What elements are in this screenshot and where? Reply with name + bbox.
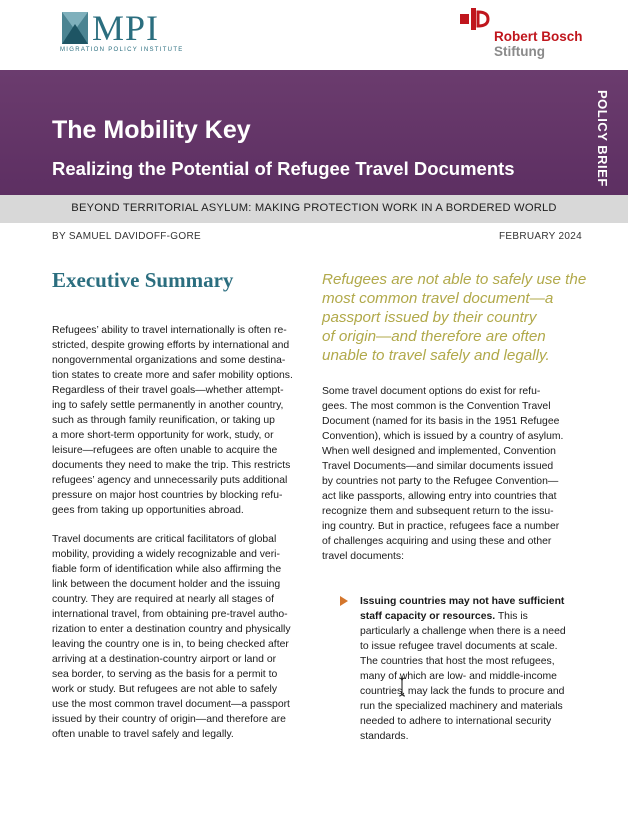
text-line: leisure—refugees are often unable to acquire the <box>52 445 278 456</box>
text-line: recognize them and subsequent return to the issu- <box>322 506 554 517</box>
text-line: The countries that host the most refugees, <box>360 656 555 667</box>
text-line: refugees’ agency and unnecessarily puts additional <box>52 475 288 486</box>
text-line: sea border, to serving as the basis for a permit to <box>52 669 278 680</box>
series-title: BEYOND TERRITORIAL ASYLUM: MAKING PROTECTION WORK IN A BORDERED WORLD <box>71 202 557 214</box>
policy-brief-label <box>595 90 622 190</box>
bosch-logo[interactable] <box>460 6 620 60</box>
text-line: use the most common travel document—a passport <box>52 699 290 710</box>
pull-quote-line: of origin—and therefore are often <box>322 328 546 345</box>
text-line: stricted, despite growing efforts by international and <box>52 340 290 351</box>
text-line: travel documents: <box>322 551 405 562</box>
text-line: of challenges acquiring and using these and other <box>322 536 552 547</box>
text-line: countries, may lack the funds to procure and <box>360 686 565 697</box>
pull-quote-line: unable to travel safely and legally. <box>322 347 550 364</box>
text-line: ing country. But in practice, refugees face a number <box>322 521 560 532</box>
text-line: Regardless of their travel goals—whether attempt- <box>52 385 284 396</box>
text-line: by countries not party to the Refugee Convention— <box>322 476 559 487</box>
text-line: a more short-term opportunity for work, study, or <box>52 430 274 441</box>
text-line: particularly a challenge when there is a need <box>360 626 566 637</box>
executive-summary-heading: Executive Summary <box>52 268 234 292</box>
text-line: issued by their country of origin—and therefore are <box>52 714 286 725</box>
text-line: pressure on major host countries by blocking refu- <box>52 490 283 501</box>
summary-paragraph-2 <box>52 532 320 742</box>
page-subtitle: Realizing the Potential of Refugee Travel Documents <box>52 158 515 179</box>
publication-date: FEBRUARY 2024 <box>498 231 582 242</box>
text-line: often unable to travel safely and legally. <box>52 729 234 740</box>
travel-documents-paragraph <box>322 384 590 564</box>
text-line: act like passports, allowing entry into countries that <box>322 491 557 502</box>
text-line: gees from taking up opportunities abroad. <box>52 505 244 516</box>
text-line: Travel documents are critical facilitators of global <box>52 534 277 545</box>
mpi-logo-subtitle: MIGRATION POLICY INSTITUTE <box>60 47 184 53</box>
bullet-line-rest: This is <box>495 611 528 622</box>
text-cursor-icon <box>398 677 406 697</box>
text-line: Travel Documents—and similar documents issued <box>322 461 554 472</box>
bosch-stiftung: Stiftung <box>494 44 545 59</box>
page-title: The Mobility Key <box>52 116 251 144</box>
text-line: Some travel document options do exist for refu- <box>322 386 541 397</box>
text-line: to issue refugee travel documents at scale. <box>360 641 558 652</box>
text-line: When well designed and implemented, Convention <box>322 446 556 457</box>
text-line: needed to adhere to international security <box>360 716 552 727</box>
text-line: rization to enter a destination country and physically <box>52 624 291 635</box>
text-line: nongovernmental organizations and some destina- <box>52 355 286 366</box>
bosch-name: Robert Bosch <box>494 29 583 44</box>
text-line: tion states to create more and safer mobility options. <box>52 370 293 381</box>
text-line: Document (named for its basis in the 1951 Refugee <box>322 416 560 427</box>
bullet-triangle-icon <box>340 596 348 606</box>
pull-quote-line: Refugees are not able to safely use the <box>322 271 587 288</box>
text-line: mobility, providing a widely recognizable and veri- <box>52 549 280 560</box>
pull-quote <box>322 270 612 365</box>
mpi-emblem-icon <box>58 10 92 46</box>
text-line: many of which are low- and middle-income <box>360 671 557 682</box>
text-line: leaving the country one is in, to being checked after <box>52 639 289 650</box>
title-banner <box>0 70 628 195</box>
mpi-logo-text: MPI <box>92 8 160 48</box>
text-line: such as through family reunification, or taking up <box>52 415 275 426</box>
author-byline: BY SAMUEL DAVIDOFF-GORE <box>52 231 201 242</box>
text-line: fiable form of identification while also affirming the <box>52 564 282 575</box>
policy-brief-text: POLICY BRIEF <box>595 90 610 187</box>
text-line: international travel, from obtaining pre-travel autho- <box>52 609 288 620</box>
text-line: standards. <box>360 731 409 742</box>
text-line: Refugees’ ability to travel internationally is often re- <box>52 325 287 336</box>
text-line: link between the document holder and the issuing <box>52 579 281 590</box>
text-line: run the specialized machinery and materials <box>360 701 563 712</box>
text-line: work or study. But refugees are not able to safely <box>52 684 278 695</box>
bullet-text <box>360 594 600 744</box>
bullet-bold-line: Issuing countries may not have sufficient <box>360 596 565 607</box>
left-column <box>52 323 320 756</box>
summary-paragraph-1 <box>52 323 320 518</box>
pull-quote-line: passport issued by their country <box>322 309 537 326</box>
pull-quote-line: most common travel document—a <box>322 290 554 307</box>
text-line: documents they need to make the trip. This restricts <box>52 460 291 471</box>
text-line: Convention), which is issued by a country of asylum. <box>322 431 564 442</box>
series-bar <box>0 195 628 223</box>
text-line: ing to safely settle permanently in another country, <box>52 400 284 411</box>
bullet-bold-line: staff capacity or resources. <box>360 611 496 622</box>
bosch-emblem-icon <box>460 8 490 32</box>
text-line: arriving at a destination-country airport or land or <box>52 654 277 665</box>
right-column <box>322 384 590 578</box>
text-line: country. They are required at nearly all stages of <box>52 594 274 605</box>
text-line: gees. The most common is the Convention Travel <box>322 401 551 412</box>
mpi-logo[interactable] <box>58 10 198 54</box>
